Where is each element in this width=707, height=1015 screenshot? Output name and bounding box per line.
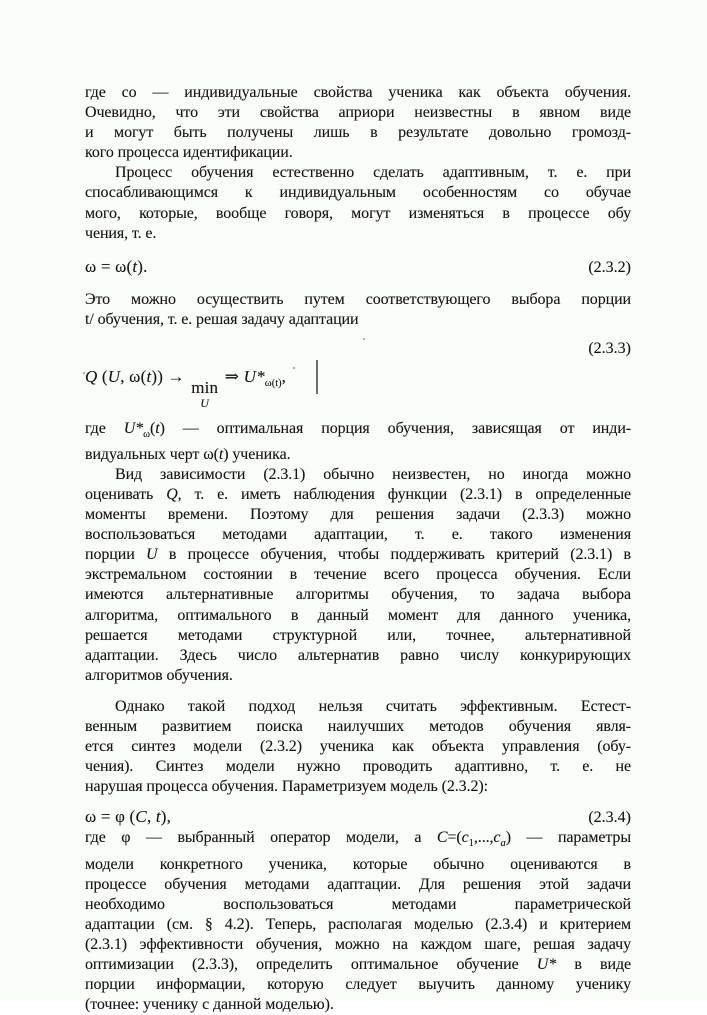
min-operator-label: min bbox=[191, 377, 219, 397]
math-variable: t bbox=[155, 807, 161, 827]
math-variable: U* bbox=[243, 367, 265, 387]
text-line bbox=[85, 565, 631, 585]
text-run: ⇒ bbox=[220, 367, 244, 387]
text-run: Это можно осуществить путем соответствующего выбора порции bbox=[85, 290, 631, 308]
scan-speck bbox=[83, 372, 85, 374]
math-variable: Q bbox=[85, 367, 98, 387]
text-run: венным развитием поиска наилучших методов обучения явля- bbox=[85, 717, 631, 735]
text-line bbox=[85, 103, 631, 123]
scan-artifact-line bbox=[316, 360, 318, 394]
paragraph bbox=[85, 828, 631, 1015]
equation-number: (2.3.2) bbox=[588, 258, 631, 276]
text-run: Однако такой подход нельзя считать эффективным. Естест- bbox=[115, 697, 631, 715]
math-variable: U bbox=[146, 546, 158, 564]
equation-body bbox=[85, 807, 171, 827]
text-run: модели конкретного ученика, которые обычно оцениваются в bbox=[85, 855, 631, 873]
text-run: чения, т. е. bbox=[85, 224, 157, 242]
text-run: , т. е. иметь наблюдения функции (2.3.1) в определенные bbox=[177, 485, 631, 503]
text-line bbox=[85, 123, 631, 143]
text-line bbox=[85, 545, 631, 565]
text-line bbox=[85, 505, 631, 525]
scan-speck bbox=[363, 338, 365, 340]
text-run: ω = φ ( bbox=[85, 807, 136, 827]
text-run: алгоритмов обучения. bbox=[85, 666, 233, 684]
text-run: где со — индивидуальные свойства ученика как объекта обучения. bbox=[85, 84, 631, 101]
equation-body bbox=[85, 360, 318, 409]
text-run: ) — параметры bbox=[505, 829, 631, 847]
text-run: мого, которые, вообще говоря, могут изменяться в процессе обу bbox=[85, 204, 631, 222]
paragraph bbox=[85, 163, 631, 243]
text-line bbox=[85, 585, 631, 605]
text-line bbox=[85, 465, 631, 485]
text-run: t/ обучения, т. е. решая задачу адаптации bbox=[85, 310, 359, 328]
text-run: чения). Синтез модели нужно проводить адаптивно, т. е. не bbox=[85, 758, 631, 776]
text-line bbox=[85, 83, 631, 103]
text-line bbox=[85, 163, 631, 183]
text-line bbox=[85, 955, 631, 975]
text-run: порции информации, которую следует выучить данному ученику bbox=[85, 976, 631, 994]
text-run: порции bbox=[85, 546, 147, 564]
equation bbox=[85, 807, 631, 828]
equation-body bbox=[85, 257, 148, 277]
text-run: в виде bbox=[556, 956, 631, 973]
equation-number: (2.3.3) bbox=[588, 340, 631, 358]
math-variable: t bbox=[146, 367, 152, 387]
text-run: =( bbox=[447, 829, 462, 847]
min-operator-variable: U bbox=[200, 395, 210, 410]
text-run: видуальных черт ω( bbox=[85, 445, 219, 463]
text-run: моменты времени. Поэтому для решения задачи (2.3.3) можно bbox=[85, 506, 631, 524]
subscript: 1 bbox=[468, 838, 474, 850]
text-line bbox=[85, 855, 631, 875]
text-line bbox=[85, 626, 631, 646]
math-variable: C bbox=[135, 807, 147, 827]
math-variable: U bbox=[107, 367, 121, 387]
text-line bbox=[85, 606, 631, 626]
text-run: где φ — выбранный оператор модели, а bbox=[85, 829, 437, 847]
text-line bbox=[85, 143, 631, 163]
text-line bbox=[85, 224, 631, 244]
text-run: адаптации. Здесь число альтернатив равно числу конкурирующих bbox=[85, 646, 631, 664]
equation bbox=[85, 257, 631, 278]
text-run: ) ученика. bbox=[223, 445, 291, 463]
paragraph bbox=[85, 83, 631, 163]
math-variable: t bbox=[132, 256, 138, 276]
subscript: ω(t) bbox=[264, 378, 282, 390]
text-run: экстремальном состоянии в течение всего процесса обучения. Если bbox=[85, 566, 631, 584]
min-operator bbox=[191, 379, 218, 409]
text-run: алгоритма, оптимального в данный момент для данного ученика, bbox=[85, 606, 631, 624]
text-run: спосабливающимся к индивидуальным особенностям со обучае bbox=[85, 184, 631, 202]
text-line bbox=[85, 525, 631, 545]
text-run: Очевидно, что эти свойства априори неизвестны в явном виде bbox=[85, 104, 631, 122]
text-line bbox=[85, 290, 631, 310]
text-run: имеются альтернативные алгоритмы обучения, то задача выбора bbox=[85, 586, 631, 604]
text-line bbox=[85, 935, 631, 955]
text-run: , bbox=[146, 807, 156, 827]
text-run: ,..., bbox=[473, 829, 494, 847]
text-run: ). bbox=[137, 256, 148, 276]
math-variable: c bbox=[461, 829, 469, 847]
text-line bbox=[85, 485, 631, 505]
text-run: и могут быть получены лишь в результате довольно громозд- bbox=[85, 124, 631, 142]
text-line bbox=[85, 717, 631, 737]
text-line bbox=[85, 777, 631, 797]
text-run: воспользоваться методами адаптации, т. е. такого изменения bbox=[85, 526, 631, 544]
math-variable: U* bbox=[536, 956, 557, 973]
math-variable: t bbox=[155, 419, 160, 437]
text-line bbox=[85, 666, 631, 686]
math-variable: C bbox=[436, 829, 448, 847]
text-run: оптимизации (2.3.3), определить оптимальное обучение bbox=[85, 956, 537, 973]
text-run: ), bbox=[160, 807, 172, 827]
text-run: ) — оптимальная порция обучения, зависящая от инди- bbox=[159, 419, 632, 437]
text-line bbox=[85, 875, 631, 895]
paragraph bbox=[85, 465, 631, 686]
text-run: нарушая процесса обучения. Параметризуем модель (2.3.2): bbox=[85, 778, 488, 796]
math-variable: U* bbox=[123, 419, 144, 437]
text-run: необходимо воспользоваться методами параметрической bbox=[85, 895, 631, 913]
text-run: процессе обучения методами адаптации. Для решения этой задачи bbox=[85, 875, 631, 893]
text-run: Вид зависимости (2.3.1) обычно неизвестен, но иногда можно bbox=[115, 465, 631, 483]
text-run: решается методами структурной или, точнее, альтернативной bbox=[85, 626, 631, 644]
text-line bbox=[85, 895, 631, 915]
text-line bbox=[85, 828, 631, 854]
text-line bbox=[85, 204, 631, 224]
text-line bbox=[85, 757, 631, 777]
text-line bbox=[85, 310, 631, 330]
text-line bbox=[85, 995, 631, 1015]
text-run: кого процесса идентификации. bbox=[85, 144, 293, 162]
subscript: ω bbox=[143, 428, 150, 440]
text-run: Процесс обучения естественно сделать адаптивным, т. е. при bbox=[115, 164, 631, 182]
paragraph bbox=[85, 419, 631, 465]
text-run: где bbox=[85, 419, 124, 437]
text-line bbox=[85, 183, 631, 203]
equation bbox=[85, 360, 631, 409]
math-variable: Q bbox=[166, 485, 178, 503]
math-variable: t bbox=[218, 445, 224, 463]
text-line bbox=[85, 915, 631, 935]
subscript: a bbox=[500, 838, 506, 850]
text-line bbox=[85, 445, 631, 465]
text-run: (2.3.1) эффективности обучения, можно на каждом шаге, решая задачу bbox=[85, 935, 631, 953]
paragraph bbox=[85, 290, 631, 330]
text-line bbox=[85, 737, 631, 757]
equation-number: (2.3.4) bbox=[588, 809, 631, 827]
text-run: , ω( bbox=[120, 367, 147, 387]
text-run: ется синтез модели (2.3.2) ученика как объекта управления (обу- bbox=[85, 738, 631, 756]
text-run: адаптации (см. § 4.2). Теперь, располагая моделью (2.3.4) и критерием bbox=[85, 915, 631, 933]
text-run: оценивать bbox=[85, 485, 167, 503]
text-line bbox=[85, 419, 631, 445]
text-run: в процессе обучения, чтобы поддерживать критерий (2.3.1) в bbox=[157, 546, 631, 564]
page-content bbox=[85, 83, 631, 1015]
text-run: (точнее: ученику с данной моделью). bbox=[85, 996, 334, 1014]
text-line bbox=[85, 975, 631, 995]
text-run: , bbox=[281, 367, 287, 387]
scan-speck bbox=[293, 367, 295, 369]
text-run: ( bbox=[97, 367, 108, 387]
paragraph bbox=[85, 697, 631, 797]
text-run: )) → bbox=[151, 367, 190, 387]
text-run: ( bbox=[149, 419, 156, 437]
math-variable: c bbox=[493, 829, 501, 847]
equation-number-line bbox=[85, 339, 631, 359]
text-run: ω = ω( bbox=[85, 256, 133, 276]
text-line bbox=[85, 646, 631, 666]
text-line bbox=[85, 697, 631, 717]
